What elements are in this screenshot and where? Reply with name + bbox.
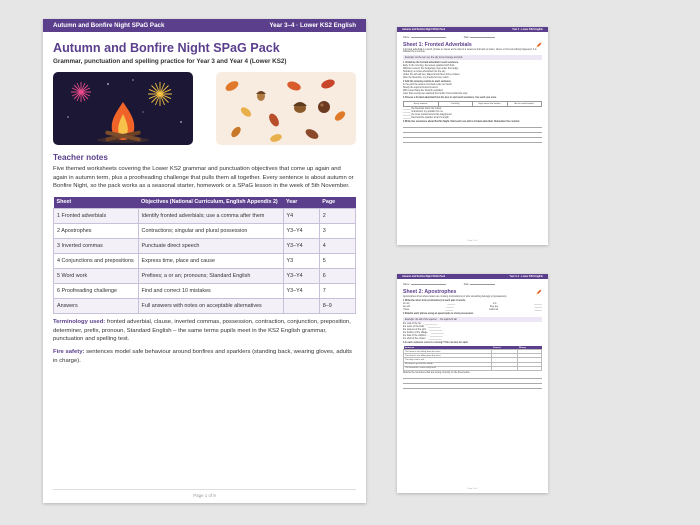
table-cell: Y3–Y4 [283, 268, 319, 283]
table-cell: 3 Inverted commas [54, 238, 139, 253]
question-2: 2 Rewrite each phrase using an apostrophe to show possession. [403, 313, 474, 315]
leaves-icon [216, 72, 356, 145]
writing-line[interactable] [403, 375, 542, 379]
table-cell: Y3 [283, 253, 319, 268]
table-row: The forest's are falling from the trees. [404, 354, 542, 358]
page-header [43, 19, 366, 32]
question-2: 2 Add the missing comma to each sentence. [403, 81, 452, 83]
name-date-row [403, 283, 542, 286]
table-header-row [54, 197, 356, 208]
question-3: 3 Is each sentence correct or wrong? Tick one box for each. [403, 342, 469, 344]
pencil-icon [536, 42, 542, 48]
table-cell: Contractions; singular and plural possession [138, 223, 283, 238]
table-cell: 1 Fronted adverbials [54, 208, 139, 223]
table-row: The fireworks's were really loud. [404, 366, 542, 370]
list-item: Suddenly, a rocket whooshed into the sky. [403, 71, 446, 73]
table-cell: 4 [319, 238, 355, 253]
contraction-row: do not ______ it is ______ [403, 303, 542, 305]
cover-page [43, 19, 366, 503]
table-header-cell: Page [319, 197, 355, 208]
date-label: Date: [463, 36, 470, 39]
header-year: Year 3–4 · Lower KS2 English [509, 275, 543, 278]
sheet1-thumbnail[interactable] [397, 27, 548, 245]
table-cell: Y4 [283, 208, 319, 223]
table-cell: Answers [54, 298, 139, 313]
list-item: the coat of the fox → __________ [403, 323, 438, 325]
table-cell: 6 [319, 268, 355, 283]
writing-line[interactable] [403, 139, 542, 143]
contraction-row: I have ______ could not ______ [403, 309, 542, 311]
table-cell: Prefixes; a or an; pronouns; Standard English [138, 268, 283, 283]
question-3: 3 Choose a fronted adverbial from the box to start each sentence. Use each one once. [403, 97, 497, 99]
header-title: Autumn and Bonfire Night SPaG Pack [402, 275, 446, 278]
example-box: Example: As the sun set, the sky turned orange and pink. [403, 55, 542, 60]
page-title: Autumn and Bonfire Night SPaG Pack [53, 41, 280, 55]
word-box-item: High above the bonfire, [473, 102, 508, 106]
page-footer: Page 2 of 9 [467, 240, 478, 242]
writing-line[interactable] [403, 385, 542, 389]
table-cell: Y3–Y4 [283, 223, 319, 238]
table-cell: 4 Conjunctions and prepositions [54, 253, 139, 268]
sheet-title: Sheet 1: Fronted Adverbials [403, 42, 542, 48]
table-cell: Full answers with notes on acceptable alternatives [138, 298, 283, 313]
table-row: He doesn't go out this month. [404, 362, 542, 366]
sheet-intro: Apostrophes show where letters are missing (contractions) or who something belongs to (possession). [403, 296, 507, 298]
table-header-cell: Year [283, 197, 319, 208]
question-4: 4 Write two sentences about Bonfire Night. Start each one with a fronted adverbial. Remember the comma! [403, 121, 520, 123]
date-label: Date: [463, 283, 470, 286]
list-item: With a loud bang the firework exploded [403, 90, 443, 92]
table-cell: Punctuate direct speech [138, 238, 283, 253]
bonfire-illustration [53, 72, 193, 145]
terminology-note [53, 318, 356, 344]
list-item: the scarves of the girls → __________ [403, 329, 443, 331]
header-title: Autumn and Bonfire Night SPaG Pack [53, 22, 165, 29]
sheet-title: Sheet 2: Apostrophes [403, 289, 542, 295]
list-item: ______ Dad held the sparkler at arm's length. [403, 117, 450, 119]
table-cell: 3 [319, 223, 355, 238]
table-cell: 5 [319, 253, 355, 268]
terminology-text: fronted adverbial, clause, inverted commas, possession, contraction, conjunction, preposition, determiner, prefix, pronoun, Standard English – the same terms pupils meet in the KS2 English grammar, punctuation and spelling test. [53, 318, 351, 343]
table-cell: 8–9 [319, 298, 355, 313]
table-cell: Y3–Y4 [283, 283, 319, 298]
instruction-note: Rewrite the sentences that are wrong correctly on the lines below. [403, 371, 470, 374]
table-cell: 2 [319, 208, 355, 223]
list-item: ______ Grandma lit my sparkler for me. [403, 111, 444, 113]
tick-box[interactable] [518, 366, 542, 370]
list-item: the hats of the children → __________ [403, 335, 443, 337]
list-item: In the park the leaves crunched under our boots [403, 84, 452, 86]
sheet2-thumbnail[interactable] [397, 274, 548, 493]
terminology-label: Terminology used: [53, 318, 106, 325]
question-1: 1 Write the short form (contraction) of each pair of words. [403, 300, 466, 302]
header-year: Year 3–4 · Lower KS2 English [269, 22, 356, 29]
table-cell: Identify fronted adverbials; use a comma after them [138, 208, 283, 223]
teacher-notes-heading: Teacher notes [53, 153, 108, 162]
table-row: The dog's tail is red. [404, 358, 542, 362]
table-cell: 7 [319, 283, 355, 298]
list-item: Without a sound, the hedgehog crept under the hedge. [403, 68, 459, 70]
writing-line[interactable] [403, 124, 542, 128]
list-item: the shell of the conker → __________ [403, 338, 442, 340]
fire-safety-label: Fire safety: [53, 349, 85, 356]
teacher-notes-text: Five themed worksheets covering the Lower KS2 grammar and punctuation objectives that come up again and again in autumn term, plus a proofreading challenge that pulls them all together. Every sentence is about autumn or Bonfire Night, so the pack works as a seasonal starter, homework or a SPaG lesson in the week of 5th November. [53, 166, 354, 190]
list-item: ______ the fireworks burst into colour. [403, 108, 442, 110]
header-year: Year 4 · Lower KS2 English [512, 28, 543, 31]
writing-line[interactable] [403, 380, 542, 384]
list-item: Under the old oak tree, Maya found three shiny conkers. [403, 74, 461, 76]
table-cell: Y3–Y4 [283, 238, 319, 253]
name-label: Name: [403, 283, 411, 286]
list-item: ______ the trees rustled around the playground. [403, 114, 453, 116]
pencil-icon [536, 289, 542, 295]
fire-safety-text: sentences model safe behaviour around bonfires and sparklers (standing back, wearing gloves, adults in charge). [53, 349, 352, 364]
table-row [54, 253, 356, 268]
list-item: After the fireworks, my cheeks felt very warm. [403, 77, 450, 79]
objectives-table [53, 197, 356, 314]
table-cell: Find and correct 10 mistakes [138, 283, 283, 298]
word-box-item: Every autumn, [404, 102, 439, 106]
table-row [54, 283, 356, 298]
tick-table: Sentence Correct Wrong The leave's are falling from the trees. The forest's are falling from the trees. The dog's tail is red. He doesn't go out this month. The fireworks's were really loud. [403, 346, 542, 371]
table-header-cell: Objectives (National Curriculum, English Appendix 2) [138, 197, 283, 208]
list-item: the bonfire of the village → __________ [403, 332, 444, 334]
table-row: The leave's are falling from the trees. [404, 350, 542, 354]
question-1: 1 Underline the fronted adverbial in each sentence. [403, 62, 459, 64]
table-row [54, 208, 356, 223]
example-box: Example: the tail of the squirrel → the squirrel's tail [403, 317, 542, 322]
word-box-item: Carefully, [439, 102, 474, 106]
page-footer: Page 1 of 9 [53, 489, 356, 498]
table-row [54, 298, 356, 313]
list-item: Slowly the squirrel buried its acorn [403, 87, 438, 89]
list-item: Early in the morning, the leaves sparkled with frost. [403, 65, 455, 67]
autumn-leaves-illustration [216, 72, 356, 145]
header-title: Autumn and Bonfire Night SPaG Pack [402, 28, 446, 31]
word-box-item: As the wind howled, [514, 103, 534, 105]
name-date-row [403, 36, 542, 39]
table-row [54, 238, 356, 253]
name-label: Name: [403, 36, 411, 39]
sheet-intro: A fronted adverbial is a word, phrase or clause at the start of a sentence that tells us when, where or how something happened. It is followed by a comma. [403, 49, 537, 53]
table-row [54, 223, 356, 238]
list-item: Later that evening we watched the bonfire from behind the rope [403, 93, 468, 95]
list-item: the nests of the birds → __________ [403, 326, 441, 328]
table-cell [283, 298, 319, 313]
fire-safety-note [53, 348, 356, 365]
page-subtitle: Grammar, punctuation and spelling practice for Year 3 and Year 4 (Lower KS2) [53, 58, 287, 65]
cover-images [53, 72, 356, 145]
writing-line[interactable] [403, 134, 542, 138]
bonfire-icon [53, 72, 193, 145]
writing-line[interactable] [403, 129, 542, 133]
table-cell: 2 Apostrophes [54, 223, 139, 238]
contraction-row: we will ______ they are ______ [403, 306, 542, 308]
table-row [54, 268, 356, 283]
page-footer: Page 3 of 9 [467, 488, 478, 490]
table-cell: 5 Word work [54, 268, 139, 283]
tick-box[interactable] [492, 366, 518, 370]
word-box [403, 101, 542, 107]
table-cell: Express time, place and cause [138, 253, 283, 268]
table-header-cell: Sheet [54, 197, 139, 208]
table-cell: 6 Proofreading challenge [54, 283, 139, 298]
